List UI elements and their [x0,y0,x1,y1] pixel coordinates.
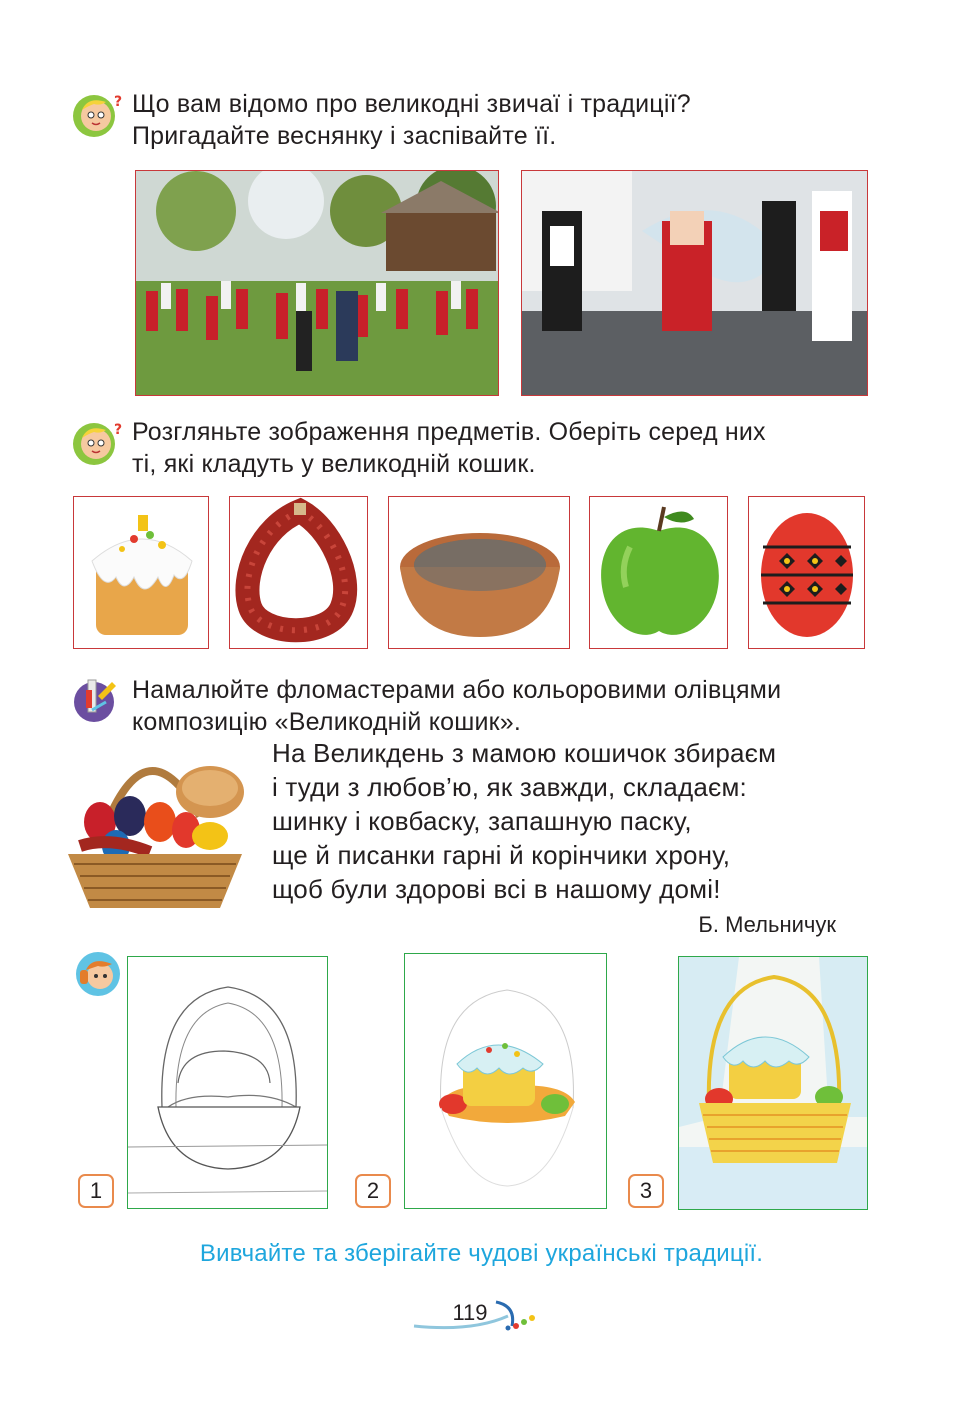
task3-line2: композицію «Великодній кошик». [132,708,522,736]
item-pysanka [748,496,865,649]
task2-line2: ті, які кладуть у великодній кошик. [132,450,536,478]
poem [272,736,892,906]
task1-line2: Пригадайте веснянку і заспівайте її. [132,122,557,150]
closing-message: Вивчайте та зберігайте чудові українські традиції. [199,1240,764,1267]
item-paska [73,496,209,649]
easter-basket-image [60,736,250,914]
poem-line: і туди з любов’ю, як завжди, складаєм: [272,772,747,802]
task3-text [132,674,892,738]
page-number: 119 [452,1300,488,1325]
child-headphones-icon [74,950,118,994]
step-number-3: 3 [628,1174,664,1208]
art-tools-icon [72,676,116,720]
photo-water-tradition [521,170,868,396]
step-number-2: 2 [355,1174,391,1208]
task2-line1: Розгляньте зображення предметів. Оберіть серед них [132,418,766,446]
child-face-icon [72,92,123,136]
svg-text:?: ? [114,94,123,110]
poem-line: На Великдень з мамою кошичок збираєм [272,738,777,768]
task1-line1: Що вам відомо про великодні звичаї і традиції? [132,90,691,118]
poem-line: ще й писанки гарні й корінчики хрону, [272,840,731,870]
photo-spring-dance [135,170,499,396]
step-number-1: 1 [78,1174,114,1208]
child-face-icon [72,420,123,464]
poem-line: шинку і ковбаску, запашную паску, [272,806,692,836]
step3-drawing [678,956,868,1210]
task2-text [132,416,892,480]
task1-text [132,88,892,152]
step2-drawing [404,953,607,1209]
poem-author: Б. Мельничук [698,912,836,937]
svg-text:?: ? [114,422,123,438]
item-bowl [388,496,570,649]
task3-line1: Намалюйте фломастерами або кольоровими олівцями [132,676,782,704]
step1-drawing [127,956,328,1209]
poem-line: щоб були здорові всі в нашому домі! [272,874,721,904]
item-sausage [229,496,368,649]
item-apple [589,496,728,649]
